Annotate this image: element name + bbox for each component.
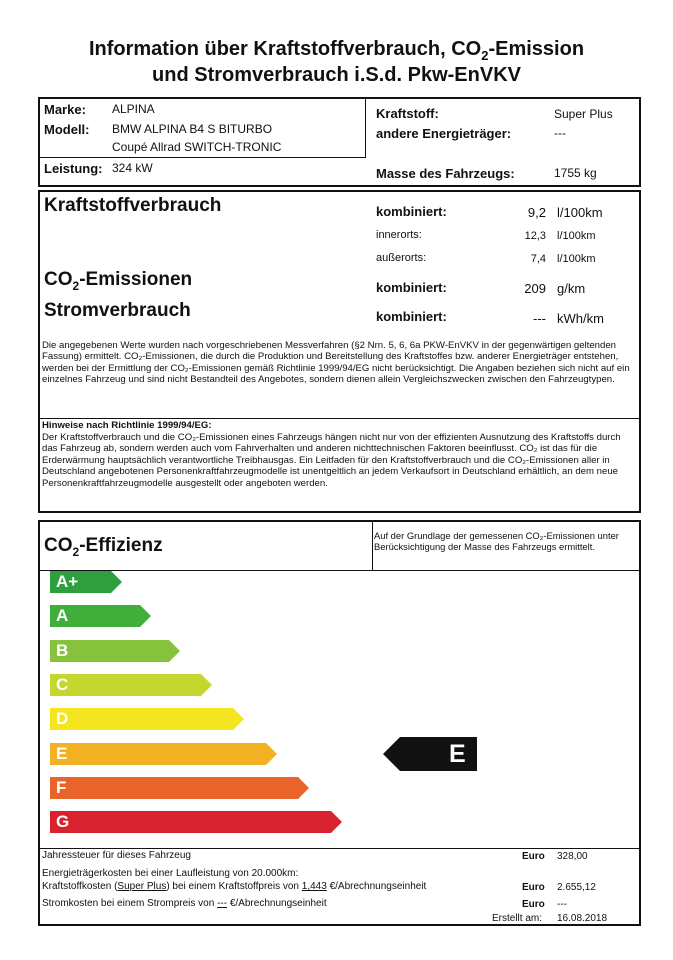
- stromkosten-line: [42, 898, 327, 909]
- erstellt-value: 16.08.2018: [557, 913, 608, 924]
- co2-kombiniert-label: kombiniert:: [376, 280, 447, 295]
- energie-value: ---: [554, 126, 566, 140]
- efficiency-arrow-icon: [50, 743, 277, 765]
- efficiency-class-aplus: [50, 571, 122, 593]
- notes-paragraph-1: Die angegebenen Werte wurden nach vorgeschriebenen Messverfahren (§2 Nrn. 5, 6, 6a PKW-EnVKV in der gegenwärtigen geltenden Fassung) ermittelt. CO₂-Emissionen, die durch die Produktion und Bereitstellung des Kraftstoffes bzw. anderer Energieträger entstehen, werden bei der Ermittlung der CO₂-Emissionen gemäß Richtlinie 1999/94/EG nicht berücksichtigt. Die Angaben beziehen sich nicht auf ein einzelnes Fahrzeug und sind nicht Bestandteil des Angebotes, sondern dienen allein Vergleichszwecken zwischen den Fahrzeugtypen.: [42, 340, 630, 386]
- kombiniert-value: 9,2: [527, 205, 546, 220]
- efficiency-heading: [44, 535, 163, 559]
- erstellt-label: Erstellt am:: [492, 913, 543, 924]
- efficiency-arrow-icon: [50, 640, 180, 662]
- rating-indicator: [383, 737, 477, 776]
- efficiency-heading-sub: 2: [72, 544, 80, 559]
- leistung-label: Leistung:: [44, 161, 103, 176]
- title-sub: 2: [481, 48, 489, 63]
- ausserorts-label: außerorts:: [376, 252, 427, 264]
- rating-value: E: [449, 740, 466, 768]
- kombiniert-unit: l/100km: [557, 205, 603, 220]
- strom-value: ---: [533, 311, 546, 326]
- kraftstoffverbrauch-heading: Kraftstoffverbrauch: [44, 195, 222, 216]
- page-subtitle: und Stromverbrauch i.S.d. Pkw-EnVKV: [152, 64, 521, 86]
- kraftstoffkosten-fuel: Super Plus: [117, 881, 167, 892]
- co2-value: 209: [524, 281, 546, 296]
- notes-heading: Hinweise nach Richtlinie 1999/94/EG:: [42, 420, 212, 431]
- strom-unit: kWh/km: [557, 311, 604, 326]
- energie-kosten-line: Energieträgerkosten bei einer Laufleistung von 20.000km:: [42, 868, 299, 879]
- efficiency-class-label: G: [56, 812, 70, 831]
- stromkosten-post: €/Abrechnungseinheit: [227, 898, 327, 909]
- kraftstoffkosten-post: €/Abrechnungseinheit: [326, 881, 427, 892]
- hinweis-divider: [40, 418, 639, 419]
- kraftstoffkosten-pre: Kraftstoffkosten (: [42, 881, 118, 892]
- steuer-currency: Euro: [522, 851, 545, 862]
- kraftstoff-value: Super Plus: [554, 107, 613, 121]
- stromverbrauch-heading: Stromverbrauch: [44, 300, 191, 321]
- stromkosten-currency: Euro: [522, 899, 545, 910]
- co2-heading-post: -Emissionen: [79, 269, 193, 290]
- modell-label: Modell:: [44, 122, 90, 137]
- kraftstoffkosten-price: 1,443: [301, 881, 327, 892]
- ausserorts-unit: l/100km: [557, 253, 596, 265]
- co2-heading: [44, 269, 192, 293]
- efficiency-note-divider: [372, 522, 373, 570]
- efficiency-arrow-icon: [50, 708, 244, 730]
- efficiency-arrow-icon: [50, 777, 309, 799]
- efficiency-heading-pre: CO: [44, 535, 73, 556]
- steuer-value: 328,00: [557, 851, 588, 862]
- kraftstoffkosten-line: [42, 881, 426, 892]
- efficiency-class-label: F: [56, 778, 67, 797]
- modell-value-2: Coupé Allrad SWITCH-TRONIC: [112, 140, 282, 154]
- efficiency-class-label: A+: [56, 572, 79, 591]
- ausserorts-value: 7,4: [530, 253, 546, 265]
- co2-heading-pre: CO: [44, 269, 73, 290]
- efficiency-arrow-icon: [50, 811, 342, 833]
- masse-label: Masse des Fahrzeugs:: [376, 166, 515, 181]
- title-line1-post: -Emission: [488, 38, 585, 60]
- kraftstoffkosten-mid: ) bei einem Kraftstoffpreis von: [166, 881, 302, 892]
- co2-unit: g/km: [557, 281, 586, 296]
- modell-value-1: BMW ALPINA B4 S BITURBO: [112, 122, 273, 136]
- efficiency-class-label: D: [56, 709, 69, 728]
- efficiency-arrow-icon: [50, 674, 212, 696]
- steuer-label: Jahressteuer für dieses Fahrzeug: [42, 850, 191, 861]
- innerorts-unit: l/100km: [557, 230, 596, 242]
- efficiency-heading-post: -Effizienz: [79, 535, 163, 556]
- kraftstoff-label: Kraftstoff:: [376, 106, 439, 121]
- efficiency-class-a: [50, 605, 151, 627]
- efficiency-note: Auf der Grundlage der gemessenen CO₂-Emissionen unter Berücksichtigung der Masse des Fahrzeugs ermittelt.: [374, 530, 619, 553]
- leistung-divider: [40, 157, 366, 158]
- energie-label: andere Energieträger:: [376, 126, 512, 141]
- efficiency-class-e: [50, 743, 277, 765]
- innerorts-value: 12,3: [524, 230, 546, 242]
- stromkosten-price: ---: [217, 898, 228, 909]
- efficiency-class-d: [50, 708, 244, 730]
- stromkosten-pre: Stromkosten bei einem Strompreis von: [42, 898, 218, 909]
- stromkosten-value: ---: [557, 899, 567, 910]
- vehicle-col-divider: [365, 99, 366, 157]
- efficiency-class-g: [50, 811, 342, 833]
- marke-value: ALPINA: [112, 102, 155, 116]
- masse-value: 1755 kg: [554, 166, 597, 180]
- efficiency-class-c: [50, 674, 212, 696]
- kraftstoffkosten-value: 2.655,12: [557, 882, 596, 893]
- notes-paragraph-2: Der Kraftstoffverbrauch und die CO₂-Emissionen eines Fahrzeugs hängen nicht nur von der effizienten Ausnutzung des Kraftstoffs durch das Fahrzeug ab, sondern werden auch vom Fahrverhalten und anderen nichttechnischen Faktoren beeinflusst. CO₂ ist das für die Erderwärmung hauptsächlich verantwortliche Treibhausgas. Ein Leitfaden für den Kraftstoffverbrauch und die CO₂-Emissionen aller in Deutschland angebotenen Personenkraftfahrzeugmodelle ist unentgeltlich an jedem Verkaufsort in Deutschland erhältlich, an dem neue Personenkraftfahrzeugmodelle ausgestellt oder angeboten werden.: [42, 432, 621, 489]
- innerorts-label: innerorts:: [376, 229, 422, 241]
- title-line1: Information über Kraftstoffverbrauch, CO: [88, 38, 482, 60]
- kraftstoffkosten-currency: Euro: [522, 882, 545, 893]
- efficiency-class-label: B: [56, 641, 69, 660]
- leistung-value: 324 kW: [112, 161, 153, 175]
- efficiency-class-f: [50, 777, 309, 799]
- efficiency-class-label: E: [56, 744, 68, 763]
- efficiency-head-divider: [40, 570, 639, 571]
- efficiency-class-b: [50, 640, 180, 662]
- marke-label: Marke:: [44, 102, 86, 117]
- co2-heading-sub: 2: [72, 278, 80, 293]
- strom-kombiniert-label: kombiniert:: [376, 309, 447, 324]
- costs-divider: [40, 848, 639, 849]
- kombiniert-label: kombiniert:: [376, 204, 447, 219]
- efficiency-class-label: A: [56, 606, 69, 625]
- efficiency-class-label: C: [56, 675, 69, 694]
